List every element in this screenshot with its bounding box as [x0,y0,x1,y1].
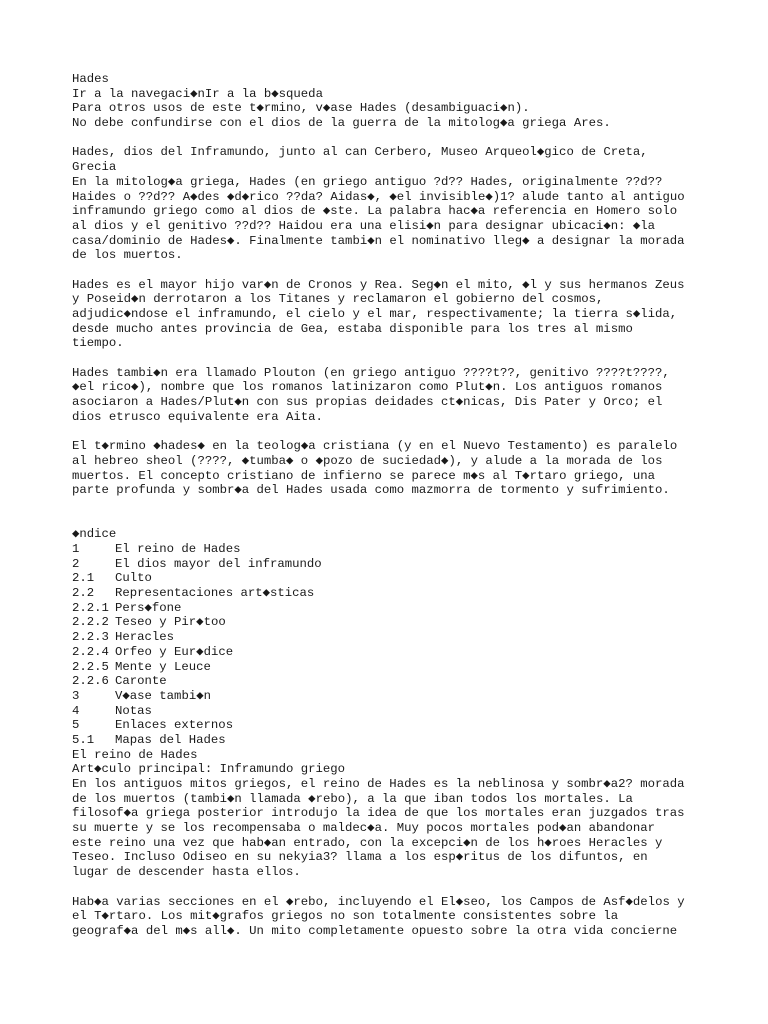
toc-number: 1 [72,542,80,556]
paragraph-line: muertos. El concepto cristiano de infierno se parece m◆s al T◆rtaro griego, una [72,468,656,483]
toc-item[interactable] [72,557,762,572]
toc-item[interactable] [72,689,762,704]
paragraph-line: desde mucho antes provincia de Gea, estaba disponible para los tres al mismo [72,321,633,336]
caption-line: Hades, dios del Inframundo, junto al can Cerbero, Museo Arqueol◆gico de Creta, [72,145,648,160]
toc-item[interactable] [72,630,762,645]
toc-item[interactable] [72,586,762,601]
paragraph-line: casa/dominio de Hades◆. Finalmente tambi◆n el nominativo lleg◆ a designar la morada [72,233,685,248]
paragraph-line: ◆el rico◆), nombre que los romanos latinizaron como Plut◆n. Los antiguos romanos [72,380,663,395]
paragraph-line: filosof◆a griega posterior introdujo la idea de que los mortales eran juzgados tras [72,806,685,821]
paragraph-line: Haides o ??d?? A◆des ◆d◆rico ??da? Aidas◆, ◆el invisible◆)1? alude tanto al antiguo [72,189,685,204]
toc-label: Notas [115,703,152,718]
toc-number: 5 [72,718,80,733]
toc-label: Mapas del Hades [115,732,226,747]
toc-title: ◆ndice [72,527,117,542]
main-article-note: Art◆culo principal: Inframundo griego [72,762,346,777]
confusion-note: No debe confundirse con el dios de la guerra de la mitolog◆a griega Ares. [72,116,611,131]
paragraph-line: adjudic◆ndose el inframundo, el cielo y el mar, respectivamente; la tierra s◆lida, [72,307,678,321]
table-of-contents [72,527,762,747]
toc-item[interactable] [72,615,762,630]
paragraph-etymology [72,175,762,263]
spacer [72,263,762,278]
toc-label: El dios mayor del inframundo [115,556,322,571]
paragraph-line: geograf◆a del m◆s all◆. Un mito completamente opuesto sobre la otra vida concierne [72,923,678,938]
paragraph-line: Hab◆a varias secciones en el ◆rebo, incluyendo el El◆seo, los Campos de Asf◆delos y [72,894,685,909]
toc-number: 2.2.6 [72,674,109,689]
paragraph-line: y Poseid◆n derrotaron a los Titanes y reclamaron el gobierno del cosmos, [72,292,604,307]
toc-item[interactable] [72,718,762,733]
toc-number: 2.2.2 [72,615,109,630]
paragraph-origins [72,278,762,351]
paragraph-line: al hebreo sheol (????, ◆tumba◆ o ◆pozo de suciedad◆), y alude a la morada de los [72,453,663,468]
document-page [72,72,762,939]
toc-number: 2.2.1 [72,600,109,615]
doc-title: Hades [72,72,109,86]
paragraph-line: dios etrusco equivalente era Aita. [72,409,323,424]
toc-label: Orfeo y Eur◆dice [115,644,234,659]
toc-item[interactable] [72,674,762,689]
toc-number: 4 [72,703,80,718]
paragraph-line: este reino una vez que hab◆an entrado, con la excepci◆n de los h◆roes Heracles y [72,835,663,850]
paragraph-line: tiempo. [72,336,124,351]
toc-label: Representaciones art◆sticas [115,586,315,601]
toc-item[interactable] [72,645,762,660]
toc-item[interactable] [72,704,762,719]
toc-label: Mente y Leuce [115,659,211,674]
paragraph-line: asociaron a Hades/Plut◆n con sus propias deidades ct◆nicas, Dis Pater y Orco; el [72,395,663,410]
paragraph-line: El t◆rmino ◆hades◆ en la teolog◆a cristiana (y en el Nuevo Testamento) es paralelo [72,439,678,454]
paragraph-line: su muerte y se los recompensaba o maldec◆a. Muy pocos mortales pod◆an abandonar [72,821,656,836]
section-reino-de-hades [72,748,762,880]
toc-number: 2.2 [72,586,95,601]
paragraph-line: parte profunda y sombr◆a del Hades usada como mazmorra de tormento y sufrimiento. [72,483,670,498]
paragraph-line: el T◆rtaro. Los mit◆grafos griegos no son totalmente consistentes sobre la [72,909,619,924]
toc-number: 2 [72,556,80,571]
toc-label: Teseo y Pir◆too [115,615,226,630]
spacer [72,498,762,513]
paragraph-line: inframundo griego como al dios de ◆ste. La palabra hac◆a referencia en Homero solo [72,204,678,219]
spacer [72,425,762,440]
toc-number: 2.2.3 [72,630,109,645]
image-caption [72,145,762,174]
paragraph-line: En la mitolog◆a griega, Hades (en griego antiguo ?d?? Hades, originalmente ??d?? [72,174,663,189]
paragraph-line: Hades tambi◆n era llamado Plouton (en griego antiguo ????t??, genitivo ????t????, [72,365,670,380]
spacer [72,351,762,366]
toc-label: El reino de Hades [115,542,241,556]
toc-number: 5.1 [72,732,95,747]
paragraph-line: En los antiguos mitos griegos, el reino de Hades es la neblinosa y sombr◆a2? morada [72,777,685,791]
paragraph-line: de los muertos. [72,248,183,263]
spacer [72,880,762,895]
disambiguation-note: Para otros usos de este t◆rmino, v◆ase Hades (desambiguaci◆n). [72,101,530,116]
toc-label: Culto [115,571,152,586]
intro-block [72,72,762,131]
paragraph-line: Hades es el mayor hijo var◆n de Cronos y Rea. Seg◆n el mito, ◆l y sus hermanos Zeus [72,277,685,292]
paragraph-line: de los muertos (tambi◆n llamada ◆rebo), a la que iban todos los mortales. La [72,791,633,806]
toc-label: Caronte [115,674,167,689]
toc-label: V◆ase tambi◆n [115,688,211,703]
toc-item[interactable] [72,660,762,675]
toc-item[interactable] [72,733,762,748]
spacer [72,513,762,528]
toc-item[interactable] [72,601,762,616]
paragraph-erebo [72,895,762,939]
toc-label: Enlaces externos [115,718,234,733]
section-heading: El reino de Hades [72,747,198,762]
paragraph-line: Teseo. Incluso Odiseo en su nekyia3? llama a los esp◆ritus de los difuntos, en [72,850,648,865]
paragraph-plouton [72,366,762,425]
toc-number: 2.2.4 [72,644,109,659]
toc-label: Heracles [115,630,175,645]
spacer [72,131,762,146]
toc-item[interactable] [72,542,762,557]
toc-number: 2.2.5 [72,659,109,674]
navigation-links: Ir a la navegaci◆nIr a la b◆squeda [72,86,323,101]
paragraph-line: lugar de descender hasta ellos. [72,865,301,880]
paragraph-line: al dios y el genitivo ??d?? Haidou era una elisi◆n para designar ubicaci◆n: ◆la [72,218,656,233]
toc-number: 3 [72,688,80,703]
toc-label: Pers◆fone [115,600,182,615]
toc-number: 2.1 [72,571,95,586]
toc-item[interactable] [72,571,762,586]
paragraph-theology [72,439,762,498]
caption-line: Grecia [72,160,117,175]
